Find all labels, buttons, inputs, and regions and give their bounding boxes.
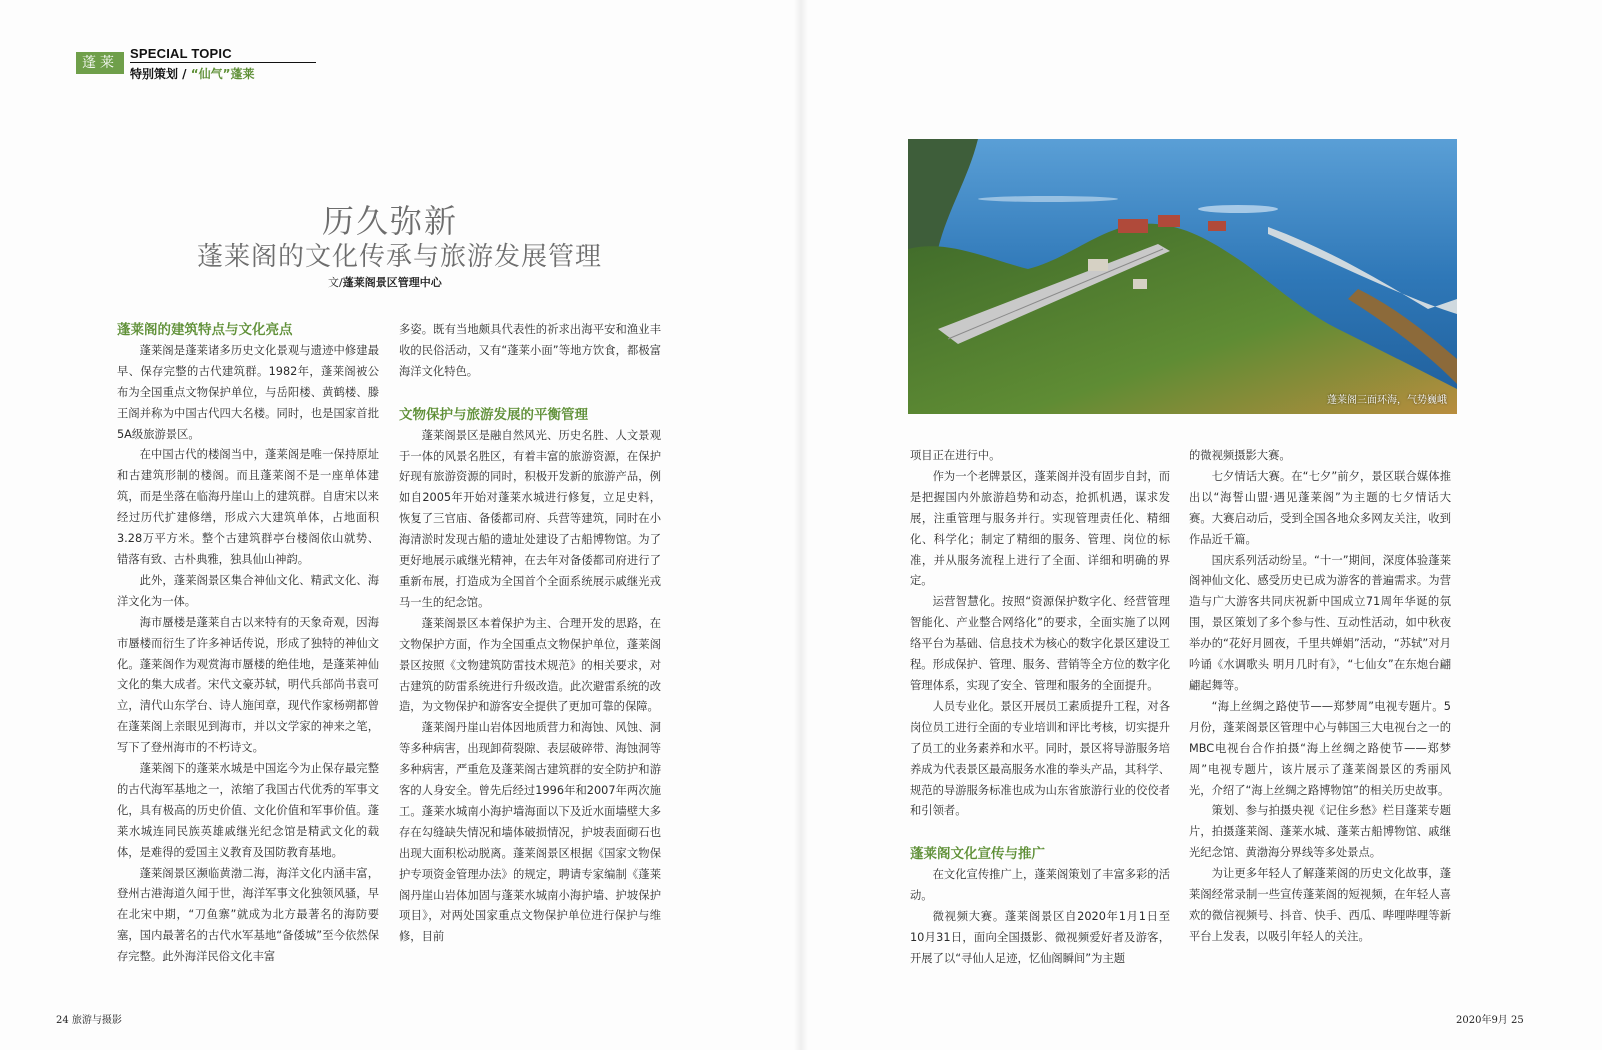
paragraph: 蓬莱阁丹崖山岩体因地质营力和海蚀、风蚀、洞等多种病害，出现卸荷裂隙、表层破碎带、海蚀洞等多种病害，严重危及蓬莱阁古建筑群的安全防护和游客的人身安全。曾先后经过1996年和2007年两次施工。蓬莱水城南小海护墙海面以下及近水面墙壁大多存在勾缝缺失情况和墙体破损情况，护坡表面砌石也出现大面积松动脱离。蓬莱阁景区根据《国家文物保护专项资金管理办法》的规定，聘请专家编制《蓬莱阁丹崖山岩体加固与蓬莱水城南小海护墙、护坡保护项目》，对两处国家重点文物保护单位进行保护与维修，目前 <box>399 721 661 944</box>
paragraph: “海上丝绸之路使节——郑梦周”电视专题片。5月份，蓬莱阁景区管理中心与韩国三大电视台之一的MBC电视台合作拍摄“海上丝绸之路使节——郑梦周”电视专题片，该片展示了蓬莱阁景区的秀丽风光，介绍了“海上丝绸之路博物馆”的相关历史故事。 <box>1189 699 1451 797</box>
section-label-cn <box>130 65 255 82</box>
text-column-3 <box>910 446 1170 970</box>
paragraph: 的微视频摄影大赛。 <box>1189 449 1291 462</box>
paragraph: 多姿。既有当地颇具代表性的祈求出海平安和渔业丰收的民俗活动，又有“蓬莱小面”等地方饮食，都极富海洋文化特色。 <box>399 323 661 378</box>
byline-author: 蓬莱阁景区管理中心 <box>342 276 442 289</box>
paragraph: 微视频大赛。蓬莱阁景区自2020年1月1日至10月31日，面向全国摄影、微视频爱好者及游客，开展了以“寻仙人足迹，忆仙阁瞬间”为主题 <box>910 910 1170 965</box>
paragraph: 蓬莱阁景区本着保护为主、合理开发的思路，在文物保护方面，作为全国重点文物保护单位，蓬莱阁景区按照《文物建筑防雷技术规范》的相关要求，对古建筑的防雷系统进行升级改造。此次避雷系统的改造，为文物保护和游客安全提供了更加可靠的保障。 <box>399 616 661 714</box>
paragraph: 为让更多年轻人了解蓬莱阁的历史文化故事，蓬莱阁经常录制一些宣传蓬莱阁的短视频，在年轻人喜欢的微信视频号、抖音、快手、西瓜、哔哩哔哩等新平台上发表，以吸引年轻人的关注。 <box>1189 867 1451 943</box>
article-title: 历久弥新 <box>322 202 459 240</box>
byline-prefix: 文/ <box>328 276 343 289</box>
paragraph: 蓬莱阁下的蓬莱水城是中国迄今为止保存最完整的古代海军基地之一，浓缩了我国古代优秀的军事文化，具有极高的历史价值、文化价值和军事价值。蓬莱水城连同民族英雄戚继光纪念馆是精武文化的载体，是难得的爱国主义教育及国防教育基地。 <box>117 762 379 859</box>
paragraph: 蓬莱阁是蓬莱诸多历史文化景观与遗迹中修建最早、保存完整的古代建筑群。1982年，蓬莱阁被公布为全国重点文物保护单位，与岳阳楼、黄鹤楼、滕王阁并称为中国古代四大名楼。同时，也是国家首批5A级旅游景区。 <box>117 343 379 441</box>
paragraph: 人员专业化。景区开展员工素质提升工程，对各岗位员工进行全面的专业培训和评比考核，切实提升了员工的业务素养和水平。同时，景区将导游服务培养成为代表景区最高服务水准的拳头产品，其科学、规范的导游服务标准也成为山东省旅游行业的佼佼者和引领者。 <box>910 699 1170 818</box>
paragraph: 此外，蓬莱阁景区集合神仙文化、精武文化、海洋文化为一体。 <box>117 573 379 608</box>
footer-right-folio: 2020年9月 25 <box>1456 1015 1524 1026</box>
section-badge: 蓬莱 <box>76 52 124 74</box>
paragraph: 作为一个老牌景区，蓬莱阁并没有固步自封，而是把握国内外旅游趋势和动态，抢抓机遇，谋求发展，注重管理与服务并行。实现管理责任化、精细化、科学化；制定了精细的服务、管理、岗位的标准，并从服务流程上进行了全面、详细和明确的界定。 <box>910 469 1170 588</box>
paragraph: 在文化宣传推广上，蓬莱阁策划了丰富多彩的活动。 <box>910 868 1170 903</box>
section-heading-protection: 文物保护与旅游发展的平衡管理 <box>399 406 588 423</box>
text-column-2 <box>399 320 661 948</box>
page-gutter <box>794 0 808 1050</box>
aerial-photo-illustration <box>908 139 1457 414</box>
header-rule <box>130 62 316 63</box>
paragraph: 项目正在进行中。 <box>910 449 1001 462</box>
paragraph: 海市蜃楼是蓬莱自古以来特有的天象奇观，因海市蜃楼而衍生了许多神话传说，形成了独特的神仙文化。蓬莱阁作为观赏海市蜃楼的绝佳地，是蓬莱神仙文化的集大成者。宋代文豪苏轼，明代兵部尚书袁可立，清代山东学台、诗人施闰章，现代作家杨朔都曾在蓬莱阁上亲眼见到海市，并以文学家的神来之笔，写下了登州海市的不朽诗文。 <box>117 615 379 755</box>
paragraph: 七夕情话大赛。在“七夕”前夕，景区联合媒体推出以“海誓山盟·遇见蓬莱阁”为主题的七夕情话大赛。大赛启动后，受到全国各地众多网友关注，收到作品近千篇。 <box>1189 469 1451 546</box>
section-label-prefix: 特别策划 / <box>130 67 191 81</box>
paragraph: 在中国古代的楼阁当中，蓬莱阁是唯一保持原址和古建筑形制的楼阁。而且蓬莱阁不是一座单体建筑，而是坐落在临海丹崖山上的建筑群。自唐宋以来经过历代扩建修缮，形成六大建筑单体，占地面积3.28万平方米。整个古建筑群亭台楼阁依山就势、错落有致、古朴典雅，独具仙山神韵。 <box>117 448 379 566</box>
text-column-4 <box>1189 446 1451 948</box>
paragraph: 运营智慧化。按照“资源保护数字化、经营管理智能化、产业整合网络化”的要求，全面实施了以网络平台为基础、信息技术为核心的数字化景区建设工程。形成保护、管理、服务、营销等全方位的数字化管理体系，实现了安全、管理和服务的全面提升。 <box>910 595 1170 692</box>
section-label-en: SPECIAL TOPIC <box>130 46 232 61</box>
section-heading-promotion: 蓬莱阁文化宣传与推广 <box>910 846 1045 863</box>
section-heading-architecture: 蓬莱阁的建筑特点与文化亮点 <box>117 322 293 338</box>
footer-left-folio: 24 旅游与摄影 <box>56 1015 122 1026</box>
article-subtitle: 蓬莱阁的文化传承与旅游发展管理 <box>197 242 603 272</box>
section-topic: “仙气”蓬莱 <box>190 67 255 81</box>
paragraph: 国庆系列活动纷呈。“十一”期间，深度体验蓬莱阁神仙文化、感受历史已成为游客的普遍需求。为营造与广大游客共同庆祝新中国成立71周年华诞的氛围，景区策划了多个参与性、互动性活动，如中秋夜举办的“花好月圆夜，千里共婵娟”活动，“苏轼”对月吟诵《水调歌头 明月几时有》，“七仙女”在东炮台翩翩起舞等。 <box>1189 553 1451 692</box>
article-byline <box>328 274 442 290</box>
paragraph: 蓬莱阁景区是融自然风光、历史名胜、人文景观于一体的风景名胜区，有着丰富的旅游资源，在保护好现有旅游资源的同时，积极开发新的旅游产品，例如自2005年开始对蓬莱水城进行修复，立足史料，恢复了三官庙、备倭都司府、兵营等建筑，同时在小海清淤时发现古船的遗址处建设了古船博物馆。为了更好地展示戚继光精神，在去年对备倭都司府进行了重新布展，打造成为全国首个全面系统展示戚继光戎马一生的纪念馆。 <box>399 428 661 609</box>
photo-caption: 蓬莱阁三面环海，气势巍峨 <box>1327 395 1447 406</box>
text-column-1 <box>117 320 379 968</box>
paragraph: 蓬莱阁景区濒临黄渤二海，海洋文化内涵丰富，登州古港海道久闻于世，海洋军事文化独领风骚，早在北宋中期，“刀鱼寨”就成为北方最著名的海防要塞，国内最著名的古代水军基地“备倭城”至今依然保存完整。此外海洋民俗文化丰富 <box>117 866 379 964</box>
aerial-photo <box>908 139 1457 414</box>
paragraph: 策划、参与拍摄央视《记住乡愁》栏目蓬莱专题片，拍摄蓬莱阁、蓬莱水城、蓬莱古船博物馆、戚继光纪念馆、黄渤海分界线等多处景点。 <box>1189 804 1451 860</box>
